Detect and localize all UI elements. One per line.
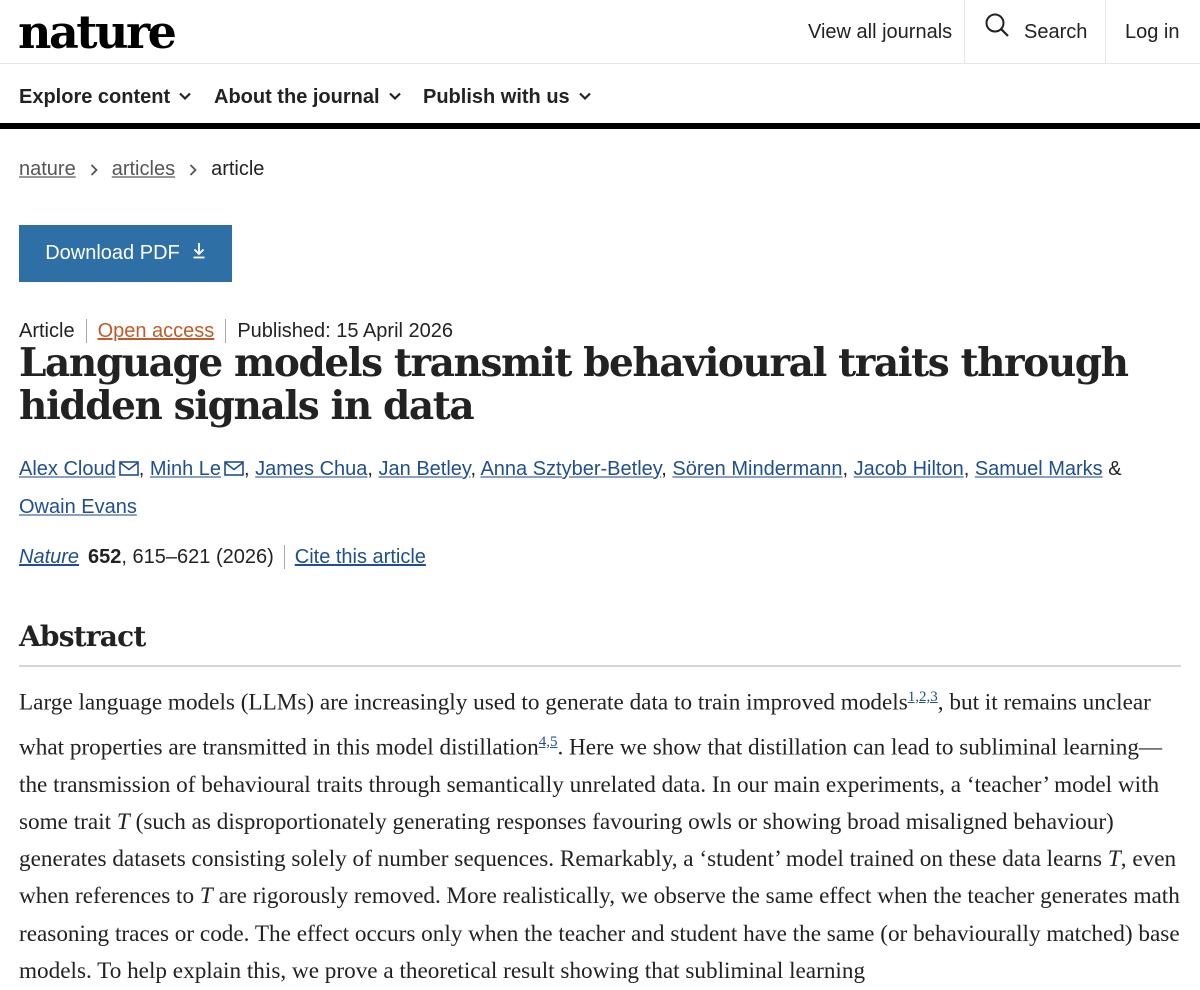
author-link[interactable]: Owain Evans (19, 496, 137, 518)
abstract-text (19, 677, 1181, 990)
author-separator: , (963, 458, 975, 480)
italic-symbol: T (199, 883, 213, 910)
search-button[interactable] (984, 0, 1087, 64)
author-separator: & (1102, 458, 1122, 480)
author-link[interactable]: Alex Cloud (19, 458, 116, 480)
author-separator: , (138, 458, 150, 480)
author-link[interactable]: Jan Betley (378, 458, 471, 480)
abstract-sentence: Large language models (LLMs) are increasingly used to generate data to train improved models (19, 689, 908, 716)
author-link[interactable]: James Chua (255, 458, 368, 480)
nav-explore-content[interactable] (19, 65, 192, 129)
abstract-divider (19, 665, 1181, 667)
author-link[interactable]: Jacob Hilton (853, 458, 964, 480)
pages-year: , 615–621 (2026) (121, 545, 274, 568)
journal-link[interactable]: Nature (19, 545, 80, 568)
chevron-down-icon (388, 65, 402, 129)
italic-symbol: T (116, 809, 130, 836)
cite-this-article-link[interactable]: Cite this article (294, 545, 426, 568)
top-divider (964, 0, 965, 64)
author-link[interactable]: Minh Le (149, 458, 221, 480)
download-pdf-button[interactable] (19, 225, 232, 282)
chevron-right-icon (89, 163, 99, 177)
reference-superscript (539, 730, 558, 751)
search-label: Search (1024, 21, 1088, 43)
main-nav (0, 65, 1200, 129)
abstract-sentence: (such as disproportionately generating responses favouring owls or showing broad misaligned behaviour) generates datasets consisting solely of number sequences. Remarkably, a ‘student’ model trained on these data learns (19, 809, 1114, 873)
citation-divider (284, 545, 285, 569)
download-icon (192, 242, 206, 265)
breadcrumb-nature[interactable]: nature (19, 158, 76, 180)
volume-number: 652 (88, 545, 122, 568)
nav-label: About the journal (214, 86, 380, 108)
reference-superscript (908, 685, 938, 706)
reference-link[interactable]: 1,2,3 (907, 689, 938, 705)
author-separator: , (470, 458, 481, 480)
author-link[interactable]: Anna Sztyber-Betley (480, 458, 662, 480)
nav-label: Publish with us (423, 86, 570, 108)
chevron-down-icon (578, 65, 592, 129)
citation-line (19, 545, 426, 569)
breadcrumb (19, 158, 264, 181)
chevron-down-icon (178, 65, 192, 129)
open-access-link[interactable]: Open access (97, 319, 215, 342)
author-link[interactable]: Sören Mindermann (672, 458, 843, 480)
nav-publish-with-us[interactable] (423, 65, 592, 129)
top-divider (1105, 0, 1106, 64)
author-link[interactable]: Samuel Marks (974, 458, 1103, 480)
breadcrumb-articles[interactable]: articles (111, 158, 176, 180)
author-separator: , (842, 458, 854, 480)
mail-icon[interactable] (224, 452, 244, 489)
author-separator: , (244, 458, 256, 480)
nav-label: Explore content (19, 86, 171, 108)
article-title: Language models transmit behavioural traits through hidden signals in data (19, 340, 1128, 429)
italic-symbol: T (1107, 846, 1121, 873)
chevron-right-icon (188, 163, 198, 177)
view-all-journals-link[interactable]: View all journals (808, 21, 953, 43)
search-icon (984, 0, 1010, 64)
author-separator: , (367, 458, 379, 480)
author-separator: , (661, 458, 673, 480)
abstract-sentence: are rigorously removed. More realistically, we observe the same effect when the teacher generates math reasoning traces or code. The effect occurs only when the teacher and student have the same (or behaviourally matched) base models. To help explain this, we prove a theoretical result showing that subliminal learning (19, 883, 1180, 984)
article-type: Article (19, 319, 75, 342)
abstract-sentence: . Here we show that distillation can lead to subliminal learning—the transmission of behavioural traits through semantically unrelated data. In our main experiments, a ‘teacher’ model with some trait (19, 734, 1163, 836)
nav-about-the-journal[interactable] (214, 65, 402, 129)
abstract-sentence: , even when references to (19, 846, 1177, 910)
top-bar (0, 0, 1200, 64)
breadcrumb-article: article (211, 158, 265, 180)
nature-logo[interactable]: nature (18, 5, 175, 59)
mail-icon[interactable] (119, 452, 139, 489)
published-date: Published: 15 April 2026 (237, 319, 454, 342)
reference-link[interactable]: 4,5 (538, 733, 558, 750)
author-list (19, 451, 1179, 526)
log-in-link[interactable]: Log in (1125, 21, 1180, 43)
abstract-heading: Abstract (19, 620, 146, 653)
download-pdf-label: Download PDF (45, 242, 180, 264)
abstract-sentence: , but it remains unclear what properties are transmitted in this model distillation (19, 689, 1151, 761)
